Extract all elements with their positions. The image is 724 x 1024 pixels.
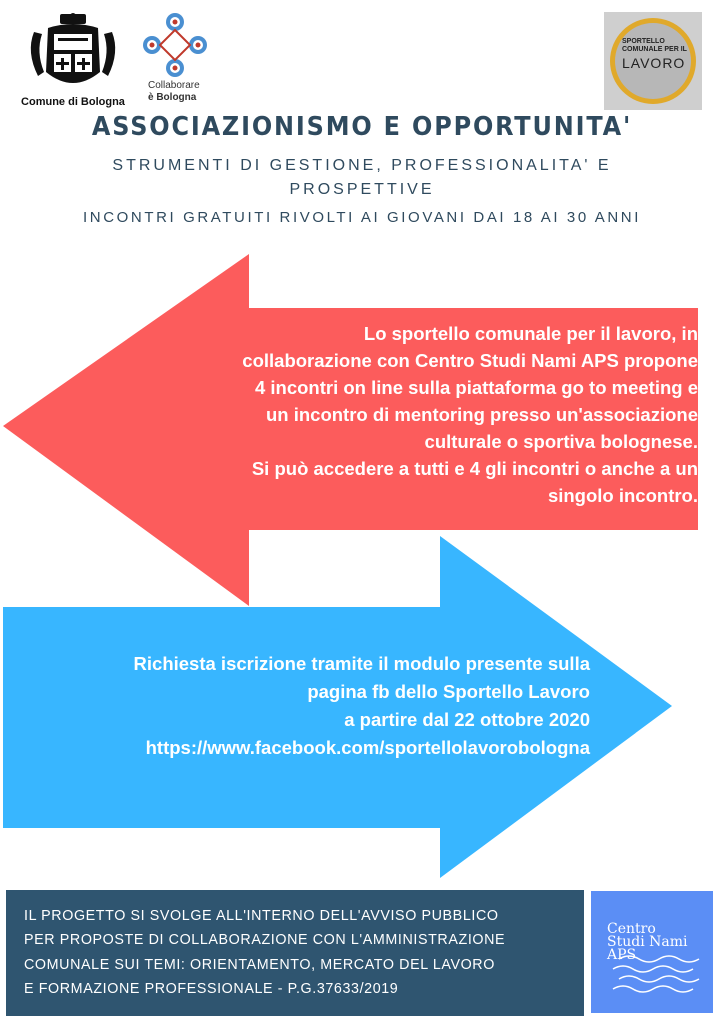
red-line: un incontro di mentoring presso un'associazione <box>265 404 698 425</box>
red-line: singolo incontro. <box>547 485 698 506</box>
blue-line: a partire dal 22 ottobre 2020 <box>344 709 590 730</box>
page-subtitle: STRUMENTI DI GESTIONE, PROFESSIONALITA' E PROSPETTIVE <box>112 157 612 198</box>
comune-di-bologna-caption: Comune di Bologna <box>21 96 125 108</box>
nami-line2: Studi Nami <box>607 934 688 950</box>
red-line: collaborazione con Centro Studi Nami APS propone <box>242 350 698 371</box>
sportello-big-text: LAVORO <box>622 55 686 71</box>
nami-line3: APS <box>607 947 637 963</box>
waves-icon <box>605 953 705 993</box>
blue-line: Richiesta iscrizione tramite il modulo presente sulla <box>133 653 590 674</box>
footer-line: COMUNALE SUI TEMI: ORIENTAMENTO, MERCATO DEL LAVORO <box>24 956 495 973</box>
footer-text <box>24 904 574 1001</box>
facebook-link[interactable]: https://www.facebook.com/sportellolavorobologna <box>145 737 590 758</box>
red-line: 4 incontri on line sulla piattaforma go to meeting e <box>254 377 698 398</box>
footer-line: IL PROGETTO SI SVOLGE ALL'INTERNO DELL'AVVISO PUBBLICO <box>24 908 499 924</box>
sportello-small-text: SPORTELLO COMUNALE PER IL <box>622 38 687 53</box>
target-audience: INCONTRI GRATUITI RIVOLTI AI GIOVANI DAI 18 AI 30 ANNI <box>83 209 641 226</box>
page-title: ASSOCIAZIONISMO E OPPORTUNITA' <box>91 112 633 142</box>
footer-notice <box>6 890 584 1016</box>
blue-arrow-text <box>14 650 590 762</box>
red-line: culturale o sportiva bolognese. <box>424 431 698 452</box>
red-arrow-text <box>120 320 698 509</box>
blue-line: pagina fb dello Sportello Lavoro <box>307 681 590 702</box>
centro-studi-nami-logo <box>591 891 713 1013</box>
collaborare-line2: è Bologna <box>148 92 197 103</box>
red-line: Lo sportello comunale per il lavoro, in <box>363 323 698 344</box>
footer-line: E FORMAZIONE PROFESSIONALE - P.G.37633/2019 <box>24 980 399 997</box>
nami-line1: Centro <box>607 921 656 937</box>
red-line: Si può accedere a tutti e 4 gli incontri o anche a un <box>251 458 698 479</box>
footer-line: PER PROPOSTE DI COLLABORAZIONE CON L'AMMINISTRAZIONE <box>24 932 506 949</box>
collaborare-line1: Collaborare <box>148 80 200 91</box>
